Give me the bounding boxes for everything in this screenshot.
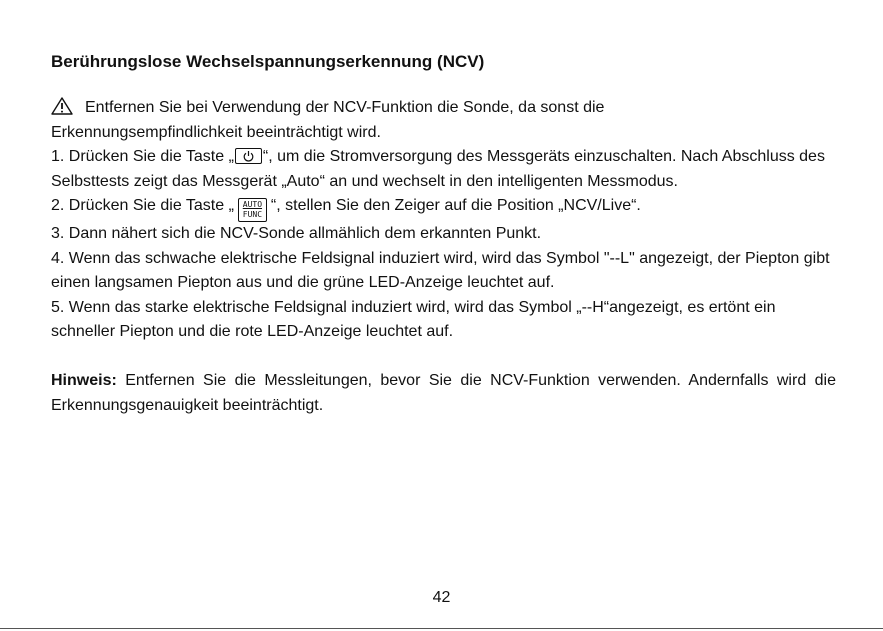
step-5: 5. Wenn das starke elektrische Feldsignal induziert wird, wird das Symbol „--H“angezeigt, es ertönt ein schneller Piepton und die rote LED-Anzeige leuchtet auf. xyxy=(51,298,776,340)
step-3: 3. Dann nähert sich die NCV-Sonde allmählich dem erkannten Punkt. xyxy=(51,225,542,242)
warning-text-2: Erkennungsempfindlichkeit beeinträchtigt wird. xyxy=(51,123,381,141)
note-text: Entfernen Sie die Messleitungen, bevor Sie die NCV-Funktion verwenden. Andernfalls wird die Erkennungsgenauigkeit beeinträchtigt. xyxy=(51,372,836,414)
bottom-rule xyxy=(0,628,883,629)
section-title: Berührungslose Wechselspannungserkennung (NCV) xyxy=(51,52,485,71)
step-2 xyxy=(51,194,836,222)
note-label: Hinweis: xyxy=(51,372,117,389)
power-icon xyxy=(242,150,255,162)
warning-triangle-icon xyxy=(51,97,73,115)
warning-text-1: Entfernen Sie bei Verwendung der NCV-Funktion die Sonde, da sonst die xyxy=(85,99,605,116)
section-body xyxy=(51,96,836,418)
step-1-after: “, um die Stromversorgung des Messgeräts einzuschalten. Nach Abschluss des Selbsttests zeigt das Messgerät „Auto“ an und wechselt in den intelligenten Messmodus. xyxy=(51,148,825,190)
page-number: 42 xyxy=(432,589,451,606)
power-key xyxy=(235,148,262,164)
auto-func-key-bottom: FUNC xyxy=(242,210,263,219)
step-4: 4. Wenn das schwache elektrische Feldsignal induziert wird, wird das Symbol "--L" angezeigt, der Piepton gibt einen langsamen Piepton aus und die grüne LED-Anzeige leuchtet auf. xyxy=(51,249,830,291)
warning-line xyxy=(51,96,836,121)
auto-func-key xyxy=(238,198,267,222)
step-1-before: 1. Drücken Sie die Taste „ xyxy=(51,148,234,165)
note-paragraph xyxy=(51,369,836,418)
paragraph-gap xyxy=(51,345,836,370)
auto-func-key-top: AUTO xyxy=(242,200,263,209)
step-2-after: “, stellen Sie den Zeiger auf die Position „NCV/Live“. xyxy=(270,197,641,214)
step-2-before: 2. Drücken Sie die Taste „ xyxy=(51,197,234,214)
step-1 xyxy=(51,145,836,194)
